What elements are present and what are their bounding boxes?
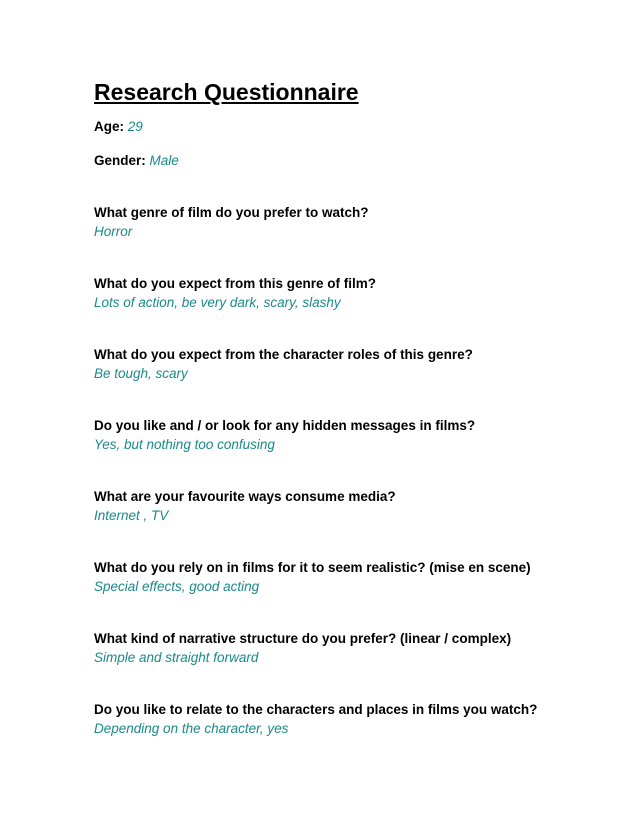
question-item	[94, 487, 594, 525]
question-text: Do you like to relate to the characters and places in films you watch?	[94, 702, 538, 717]
age-label: Age:	[94, 119, 124, 134]
question-item	[94, 629, 594, 667]
question-text: What do you rely on in films for it to seem realistic? (mise en scene)	[94, 560, 531, 575]
questionnaire-page	[94, 78, 594, 738]
answer-text: Lots of action, be very dark, scary, slashy	[94, 295, 341, 310]
page-title: Research Questionnaire	[94, 79, 359, 105]
question-text: Do you like and / or look for any hidden messages in films?	[94, 418, 476, 433]
question-item	[94, 416, 594, 454]
answer-text: Special effects, good acting	[94, 579, 260, 594]
gender-field	[94, 152, 594, 170]
question-text: What do you expect from the character roles of this genre?	[94, 347, 473, 362]
age-field	[94, 118, 594, 136]
question-item	[94, 558, 594, 596]
question-item	[94, 700, 594, 738]
question-item	[94, 203, 594, 241]
gender-label: Gender:	[94, 153, 146, 168]
question-text: What genre of film do you prefer to watch?	[94, 205, 369, 220]
gender-value: Male	[149, 153, 179, 168]
answer-text: Horror	[94, 224, 133, 239]
answer-text: Simple and straight forward	[94, 650, 259, 665]
question-text: What kind of narrative structure do you prefer? (linear / complex)	[94, 631, 512, 646]
answer-text: Internet , TV	[94, 508, 169, 523]
question-item	[94, 274, 594, 312]
answer-text: Depending on the character, yes	[94, 721, 289, 736]
answer-text: Yes, but nothing too confusing	[94, 437, 275, 452]
answer-text: Be tough, scary	[94, 366, 188, 381]
age-value: 29	[127, 119, 143, 134]
question-text: What are your favourite ways consume media?	[94, 489, 396, 504]
question-item	[94, 345, 594, 383]
question-text: What do you expect from this genre of film?	[94, 276, 377, 291]
